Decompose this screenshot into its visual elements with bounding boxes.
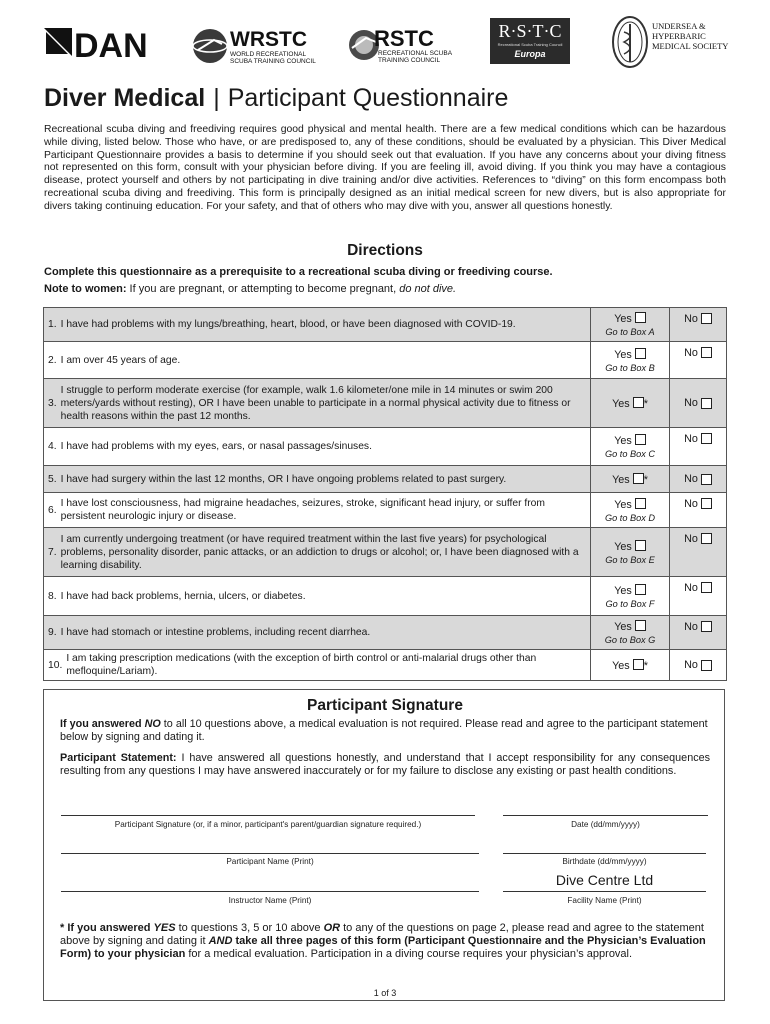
no-cell xyxy=(670,342,726,378)
note-to-women: Note to women: If you are pregnant, or attempting to become pregnant, do not dive. xyxy=(44,283,457,295)
no-checkbox[interactable] xyxy=(701,533,712,544)
yes-label: Yes xyxy=(614,498,632,511)
no-cell xyxy=(670,308,726,341)
no-label: No xyxy=(684,659,698,671)
yes-label: Yes xyxy=(614,621,632,633)
question-row xyxy=(44,308,726,342)
question-number: 8. xyxy=(48,590,57,602)
no-checkbox[interactable] xyxy=(701,347,712,358)
question-text xyxy=(44,528,591,576)
instructor-name-caption: Instructor Name (Print) xyxy=(228,896,312,905)
participant-signature-line[interactable] xyxy=(61,815,475,816)
facility-name-line[interactable] xyxy=(503,891,706,892)
question-row xyxy=(44,342,726,379)
yes-cell xyxy=(591,308,670,341)
yes-checkbox[interactable] xyxy=(635,498,646,509)
svg-text:SCUBA TRAINING COUNCIL: SCUBA TRAINING COUNCIL xyxy=(230,58,316,65)
wrstc-logo xyxy=(192,26,322,66)
rstc-logo xyxy=(348,26,458,64)
yes-cell xyxy=(591,379,670,427)
question-row xyxy=(44,616,726,650)
svg-text:HYPERBARIC: HYPERBARIC xyxy=(652,31,706,41)
birthdate-line[interactable] xyxy=(503,853,706,854)
participant-name-caption: Participant Name (Print) xyxy=(226,857,314,866)
question-row xyxy=(44,428,726,466)
question-label: I have had stomach or intestine problems, including recent diarrhea. xyxy=(60,627,371,638)
no-label: No xyxy=(684,347,698,359)
yes-checkbox[interactable] xyxy=(633,473,644,484)
no-label: No xyxy=(684,397,698,409)
yes-label: Yes xyxy=(612,473,630,486)
yes-cell xyxy=(591,528,670,576)
dan-logo-text: DAN xyxy=(74,27,148,60)
yes-cell xyxy=(591,342,670,378)
yes-cell xyxy=(591,577,670,615)
yes-label: Yes xyxy=(614,435,632,447)
signature-heading: Participant Signature xyxy=(307,697,463,714)
rstc-europe-logo: R·S·T·C Recreational Scuba Training Council Europa xyxy=(490,18,570,64)
yes-cell xyxy=(591,493,670,527)
yes-label: Yes xyxy=(614,313,632,325)
go-to-box-label: Go to Box E xyxy=(605,554,655,565)
svg-text:WORLD RECREATIONAL: WORLD RECREATIONAL xyxy=(230,51,307,58)
question-label: I am taking prescription medications (with the exception of birth control or anti-malarial drugs other than mefloquine/Lariam). xyxy=(66,653,537,677)
no-checkbox[interactable] xyxy=(701,313,712,324)
question-label: I have had problems with my lungs/breathing, heart, blood, or have been diagnosed with COVID-19. xyxy=(60,319,516,330)
go-to-box-label: Go to Box D xyxy=(604,512,656,523)
no-label: No xyxy=(684,313,698,325)
question-row xyxy=(44,650,726,680)
yes-checkbox[interactable] xyxy=(635,540,646,551)
yes-label: Yes xyxy=(614,584,632,597)
yes-label: Yes xyxy=(612,659,630,672)
date-line[interactable] xyxy=(503,815,708,816)
question-row xyxy=(44,466,726,493)
question-number: 7. xyxy=(48,546,57,558)
question-row xyxy=(44,379,726,428)
question-label: I have had problems with my eyes, ears, or nasal passages/sinuses. xyxy=(60,441,372,452)
question-number: 2. xyxy=(48,354,57,366)
intro-paragraph: Recreational scuba diving and freediving requires good physical and mental health. There are a few medical conditions which can be hazardous while diving, listed below. Those who have, or are predisposed to, any of these conditions, should be evaluated by a physician. This Diver Medical Participant Questionnaire provides a basis to determine if you should seek out that evaluation. If you have any concerns about your diving fitness not represented on this form, consult with your physician before diving. If you are feeling ill, avoid diving. If you think you may have a contagious disease, protect yourself and others by not participating in dive training and/or dive activities. References to “diving” on this form encompass both recreational scuba diving and freediving. This form is principally designed as an initial medical screen for new divers, but is also appropriate for divers taking continuing education. For your safety, and that of others who may dive with you, answer all questions honestly. xyxy=(44,124,726,212)
question-row xyxy=(44,493,726,528)
question-text xyxy=(44,342,591,378)
no-cell xyxy=(670,428,726,465)
question-number: 1. xyxy=(48,319,57,330)
question-text xyxy=(44,577,591,615)
svg-text:UNDERSEA &: UNDERSEA & xyxy=(652,21,706,31)
go-to-box-label: Go to Box F xyxy=(605,598,655,609)
yes-cell xyxy=(591,650,670,680)
yes-label: Yes xyxy=(614,348,632,361)
yes-checkbox[interactable] xyxy=(635,434,646,445)
yes-answer-footnote: * If you answered YES to questions 3, 5 or 10 above OR to any of the questions on page 2, please read and agree to the statement above by signing and dating it AND take all three pages of this form (Participant Questionnaire and the Physician’s Evaluation Form) to your physician for a medical evaluation. Participation in a diving course requires your physician’s approval. xyxy=(60,922,706,961)
asterisk-mark: * xyxy=(643,473,648,486)
question-number: 9. xyxy=(48,627,57,638)
svg-text:RECREATIONAL SCUBA: RECREATIONAL SCUBA xyxy=(378,50,453,57)
svg-text:TRAINING COUNCIL: TRAINING COUNCIL xyxy=(378,57,441,64)
page-number: 1 of 3 xyxy=(373,988,397,998)
no-checkbox[interactable] xyxy=(701,474,712,485)
no-cell xyxy=(670,493,726,527)
instructor-name-line[interactable] xyxy=(61,891,479,892)
participant-signature-caption: Participant Signature (or, if a minor, participant's parent/guardian signature required.) xyxy=(114,820,422,829)
question-label: I struggle to perform moderate exercise (for example, walk 1.6 kilometer/one mile in 14 minutes or swim 200 meters/yards without resting), OR I have been unable to participate in a normal physical activity due to fitness or health reasons within the past 12 months. xyxy=(60,384,571,422)
question-text xyxy=(44,308,591,341)
question-text xyxy=(44,616,591,649)
no-cell xyxy=(670,379,726,427)
asterisk-mark: * xyxy=(643,659,648,672)
participant-statement: Participant Statement: I have answered all questions honestly, and understand that I accept responsibility for any consequences resulting from any questions I may have answered inaccurately or for my failure to disclose any existing or past health conditions. xyxy=(60,752,710,777)
question-row xyxy=(44,528,726,577)
no-checkbox[interactable] xyxy=(701,498,712,509)
question-label: I have lost consciousness, had migraine headaches, seizures, stroke, significant head injury, or suffer from persistent neurologic injury or disease. xyxy=(60,498,545,522)
question-number: 10. xyxy=(48,659,63,671)
yes-checkbox[interactable] xyxy=(635,584,646,595)
participant-name-line[interactable] xyxy=(61,853,479,854)
question-text xyxy=(44,466,591,492)
go-to-box-label: Go to Box G xyxy=(604,635,656,645)
no-cell xyxy=(670,466,726,492)
question-text xyxy=(44,650,591,680)
asterisk-mark: * xyxy=(643,397,648,410)
yes-cell xyxy=(591,466,670,492)
uhms-logo xyxy=(608,14,748,70)
question-number: 6. xyxy=(48,504,57,516)
no-label: No xyxy=(684,533,698,545)
rstc-logo-text: RSTC xyxy=(374,26,434,51)
yes-label: Yes xyxy=(614,540,632,553)
question-text xyxy=(44,493,591,527)
facility-name-caption: Facility Name (Print) xyxy=(567,896,642,905)
yes-cell xyxy=(591,616,670,649)
page-title: Diver Medical | Participant Questionnaire xyxy=(44,84,509,112)
directions-instruction: Complete this questionnaire as a prerequisite to a recreational scuba diving or freediving course. xyxy=(44,266,553,278)
question-label: I have had surgery within the last 12 months, OR I have ongoing problems related to past surgery. xyxy=(60,473,507,485)
no-label: No xyxy=(684,433,698,445)
no-checkbox[interactable] xyxy=(701,582,712,593)
question-label: I am over 45 years of age. xyxy=(60,354,181,366)
no-cell xyxy=(670,528,726,576)
birthdate-caption: Birthdate (dd/mm/yyyy) xyxy=(562,857,647,866)
no-answer-instruction: If you answered NO to all 10 questions above, a medical evaluation is not required. Please read and agree to the participant statement below by signing and dating it. xyxy=(60,718,708,743)
date-caption: Date (dd/mm/yyyy) xyxy=(571,820,640,829)
question-label: I have had back problems, hernia, ulcers, or diabetes. xyxy=(60,590,306,602)
no-label: No xyxy=(684,473,698,485)
no-checkbox[interactable] xyxy=(701,433,712,444)
question-text xyxy=(44,379,591,427)
questions-table xyxy=(43,307,727,681)
go-to-box-label: Go to Box C xyxy=(604,449,656,459)
no-label: No xyxy=(684,621,698,633)
no-checkbox[interactable] xyxy=(701,398,712,409)
yes-checkbox[interactable] xyxy=(635,620,646,631)
question-number: 3. xyxy=(48,397,57,409)
question-number: 4. xyxy=(48,441,57,452)
yes-checkbox[interactable] xyxy=(635,312,646,323)
wrstc-logo-text: WRSTC xyxy=(230,28,307,51)
yes-checkbox[interactable] xyxy=(635,348,646,359)
yes-cell xyxy=(591,428,670,465)
no-cell xyxy=(670,650,726,680)
question-row xyxy=(44,577,726,616)
no-cell xyxy=(670,616,726,649)
dan-logo xyxy=(44,26,159,60)
svg-text:MEDICAL SOCIETY: MEDICAL SOCIETY xyxy=(652,41,729,51)
go-to-box-label: Go to Box A xyxy=(605,327,655,337)
no-checkbox[interactable] xyxy=(701,660,712,671)
directions-heading: Directions xyxy=(347,242,423,259)
no-checkbox[interactable] xyxy=(701,621,712,632)
go-to-box-label: Go to Box B xyxy=(605,362,655,373)
question-label: I am currently undergoing treatment (or have required treatment within the last five years) for psychological problems, personality disorder, panic attacks, or an addiction to drugs or alcohol; or, I have been diagnosed with a learning disability. xyxy=(60,533,579,571)
no-cell xyxy=(670,577,726,615)
no-label: No xyxy=(684,582,698,594)
yes-checkbox[interactable] xyxy=(633,659,644,670)
question-number: 5. xyxy=(48,473,57,485)
yes-label: Yes xyxy=(612,397,630,410)
no-label: No xyxy=(684,498,698,510)
yes-checkbox[interactable] xyxy=(633,397,644,408)
facility-name-value[interactable]: Dive Centre Ltd xyxy=(555,872,654,888)
question-text xyxy=(44,428,591,465)
